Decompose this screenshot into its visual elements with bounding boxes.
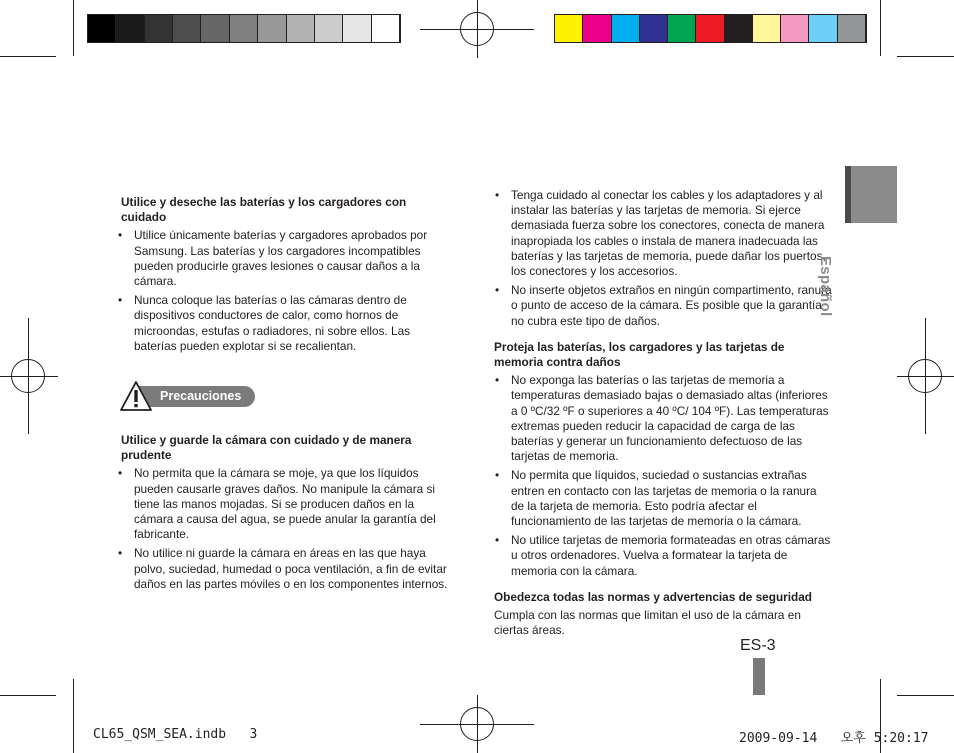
color-swatch [612, 15, 640, 42]
color-swatch [116, 15, 144, 42]
list-item: • No exponga las baterías o las tarjetas de memoria a temperaturas demasiado bajas o demasiado altas (inferiores a 0 ºC/32 ºF o superiores a 40 ºC/ 104 ºF). Las temperaturas extremas pueden reducir la capacidad de carga de las baterías y generar un funcionamiento defectuoso de las tarjetas de memoria. [494, 373, 832, 464]
right-column [494, 188, 832, 638]
list-item: • No inserte objetos extraños en ningún compartimento, ranura o punto de acceso de la cámara. Es posible que la garantía no cubra este tipo de daños. [494, 283, 832, 329]
color-swatch [372, 15, 400, 42]
section-safety-rules [494, 590, 832, 639]
bullet-list [117, 466, 453, 592]
color-swatch [173, 15, 201, 42]
list-item: • No utilice ni guarde la cámara en áreas en las que haya polvo, suciedad, humedad o poca ventilación, a fin de evitar daños en las partes móviles o en los componentes internos. [117, 546, 453, 592]
warning-triangle-icon [120, 381, 152, 411]
page-number-tab [753, 658, 765, 695]
color-swatch [781, 15, 809, 42]
list-item: • No permita que líquidos, suciedad o sustancias extrañas entren en contacto con las tarjetas de memoria o la ranura de la tarjeta de memoria. Esto podría afectar el funcionamiento de las tarjetas de memoria o la cámara. [494, 468, 832, 529]
color-swatch [668, 15, 696, 42]
crop-mark [897, 56, 954, 57]
color-swatch [696, 15, 724, 42]
crop-mark [0, 695, 56, 696]
list-item: • Nunca coloque las baterías o las cámaras dentro de dispositivos conductores de calor, como hornos de microondas, estufas o radiadores, ni sobre ellos. Las baterías pueden explotar si se recalientan. [117, 293, 453, 354]
color-swatch [201, 15, 229, 42]
color-swatch [809, 15, 837, 42]
footer-file: CL65_QSM_SEA.indb 3 [93, 727, 258, 742]
list-item: • Tenga cuidado al conectar los cables y los adaptadores y al instalar las baterías y las tarjetas de memoria. Si ejerce demasiada fuerza sobre los conectores, conecta de manera inapropiada los cables o instala de manera inadecuada las baterías y las tarjetas de memoria, puede dañar los puertos, los conectores y los accesorios. [494, 188, 832, 279]
color-swatch [555, 15, 583, 42]
color-swatch [725, 15, 753, 42]
language-label: Español [817, 256, 834, 317]
section-battery-handling [121, 195, 453, 354]
color-swatch [145, 15, 173, 42]
section-heading: Obedezca todas las normas y advertencias de seguridad [494, 589, 812, 604]
list-item: • Utilice únicamente baterías y cargadores aprobados por Samsung. Las baterías y los cargadores incompatibles pueden producirle graves lesiones o causar daños a la cámara. [117, 228, 453, 289]
crop-mark [0, 56, 56, 57]
left-column-lower [121, 433, 453, 596]
bullet-list [117, 228, 453, 354]
bullet-list [494, 188, 832, 329]
process-color-bar [554, 14, 867, 43]
grayscale-color-bar [87, 14, 401, 43]
section-memory-protection [494, 340, 832, 579]
section-camera-care [121, 433, 453, 592]
color-swatch [583, 15, 611, 42]
list-item: • No utilice tarjetas de memoria formateadas en otras cámaras u otros ordenadores. Vuelva a formatear la tarjeta de memoria con la cámara. [494, 533, 832, 579]
color-swatch [287, 15, 315, 42]
left-column [121, 195, 453, 358]
crop-mark [897, 695, 954, 696]
language-tab-edge [845, 166, 851, 223]
caution-badge [120, 381, 255, 411]
section-heading: Proteja las baterías, los cargadores y las tarjetas de memoria contra daños [494, 339, 785, 370]
color-swatch [640, 15, 668, 42]
crop-mark [880, 0, 881, 56]
paragraph: Cumpla con las normas que limitan el uso de la cámara en ciertas áreas. [494, 608, 801, 638]
crop-mark [73, 679, 74, 753]
section-heading: Utilice y guarde la cámara con cuidado y de manera prudente [121, 433, 412, 463]
footer-timestamp: 2009-09-14 오후 5:20:17 [739, 731, 929, 746]
crop-mark [73, 0, 74, 56]
language-tab [845, 166, 897, 223]
caution-label: Precauciones [130, 386, 255, 407]
color-swatch [88, 15, 116, 42]
color-swatch [230, 15, 258, 42]
color-swatch [343, 15, 371, 42]
color-swatch [315, 15, 343, 42]
color-swatch [838, 15, 866, 42]
page-number: ES-3 [740, 637, 776, 654]
color-swatch [258, 15, 286, 42]
section-heading: Utilice y deseche las baterías y los cargadores con cuidado [121, 195, 407, 225]
list-item: • No permita que la cámara se moje, ya que los líquidos pueden causarle graves daños. No manipule la cámara si tiene las manos mojadas. Si se producen daños en la cámara a causa del agua, se puede anular la garantía del fabricante. [117, 466, 453, 542]
color-swatch [753, 15, 781, 42]
bullet-list [494, 373, 832, 579]
